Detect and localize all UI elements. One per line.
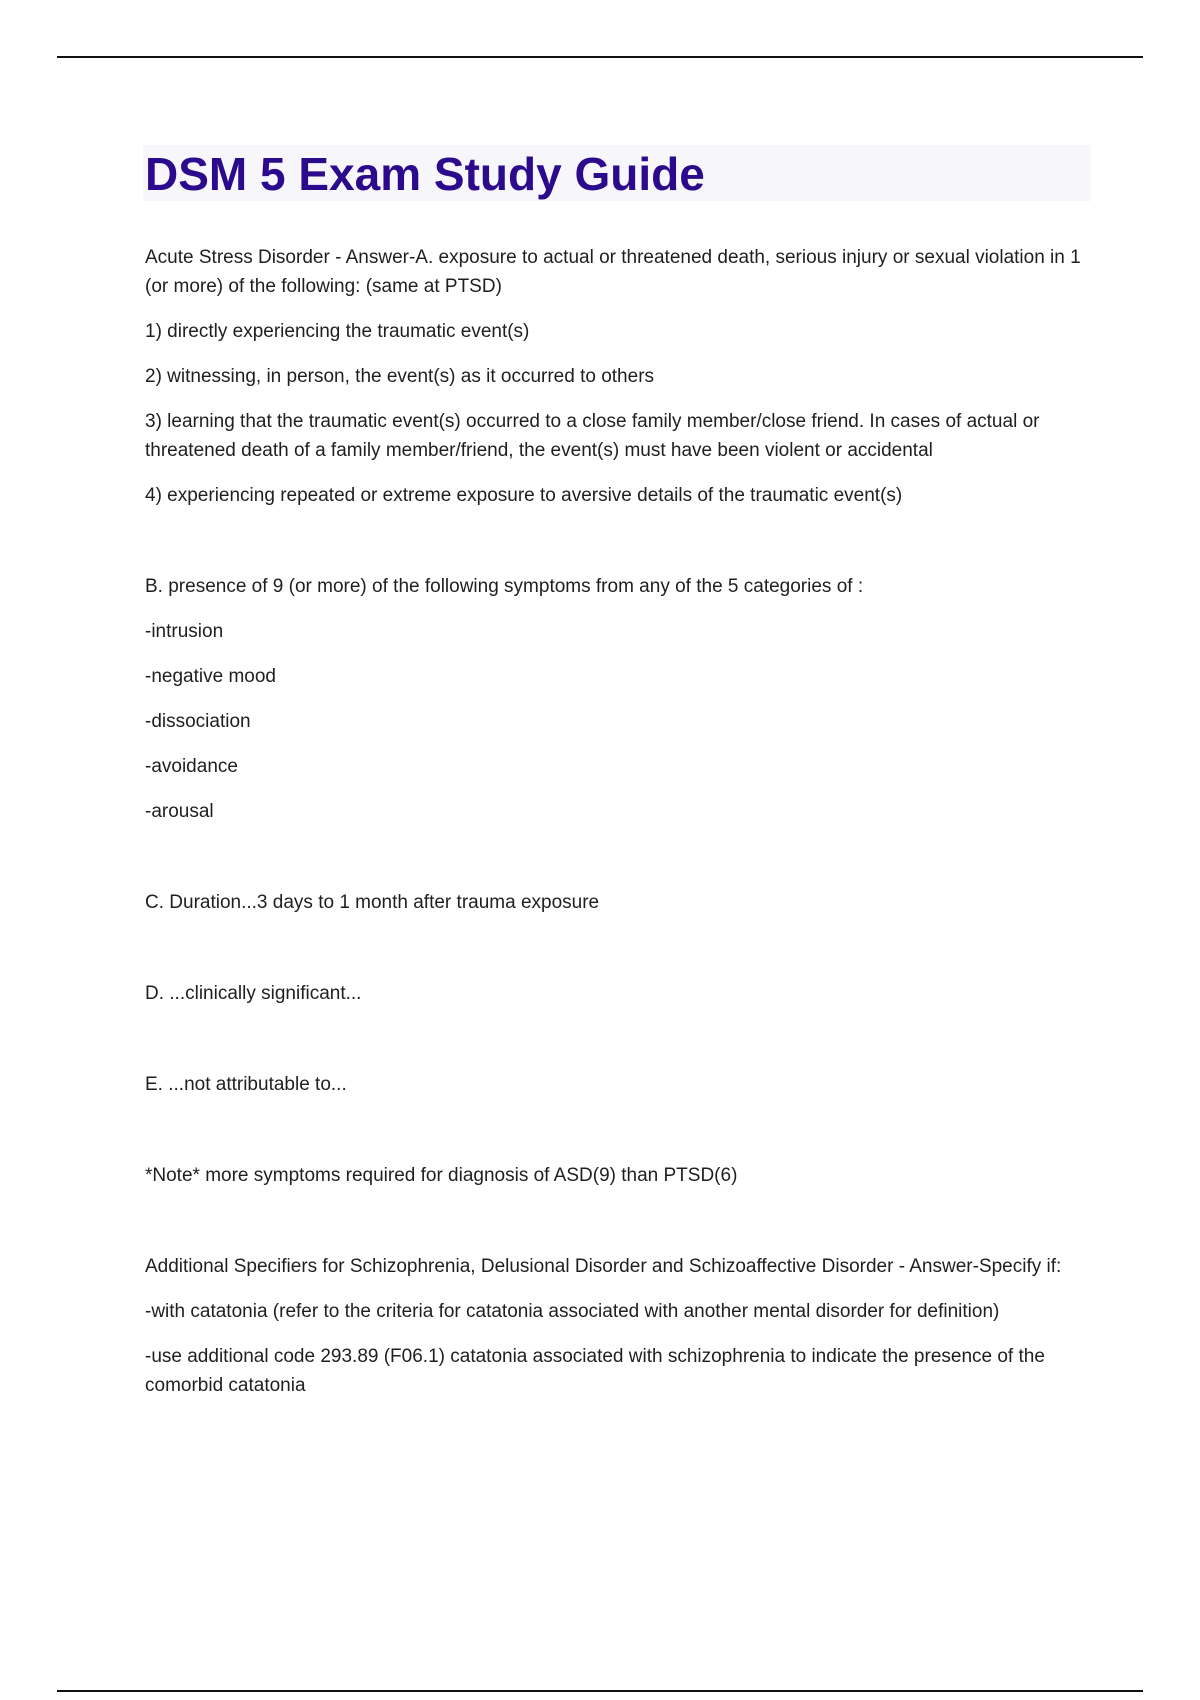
category-intrusion: -intrusion	[145, 621, 224, 642]
asd-note: *Note* more symptoms required for diagnosis of ASD(9) than PTSD(6)	[145, 1165, 738, 1186]
schizophrenia-intro: Additional Specifiers for Schizophrenia, Delusional Disorder and Schizoaffective Disorder - Answer-Specify if:	[145, 1256, 1062, 1277]
asd-criterion-d: D. ...clinically significant...	[145, 983, 362, 1004]
category-negative-mood: -negative mood	[145, 666, 276, 687]
document-body	[145, 243, 1095, 1400]
schizophrenia-item-catatonia: -with catatonia (refer to the criteria for catatonia associated with another mental disorder for definition)	[145, 1301, 1000, 1322]
asd-item-2: 2) witnessing, in person, the event(s) as it occurred to others	[145, 366, 655, 387]
asd-criterion-c: C. Duration...3 days to 1 month after trauma exposure	[145, 892, 600, 913]
asd-item-4: 4) experiencing repeated or extreme exposure to aversive details of the traumatic event(s)	[145, 485, 903, 506]
asd-item-1: 1) directly experiencing the traumatic event(s)	[145, 321, 530, 342]
asd-item-3: 3) learning that the traumatic event(s) occurred to a close family member/close friend. In cases of actual or threatened death of a family member/friend, the event(s) must have been violent or accidental	[145, 411, 1040, 461]
schizophrenia-item-code: -use additional code 293.89 (F06.1) catatonia associated with schizophrenia to indicate the presence of the comorbid catatonia	[145, 1346, 1045, 1396]
asd-criterion-e: E. ...not attributable to...	[145, 1074, 347, 1095]
category-arousal: -arousal	[145, 801, 214, 822]
bottom-divider	[57, 1690, 1143, 1692]
asd-criterion-b: B. presence of 9 (or more) of the following symptoms from any of the 5 categories of :	[145, 576, 864, 597]
top-divider	[57, 56, 1143, 58]
category-avoidance: -avoidance	[145, 756, 238, 777]
asd-intro: Acute Stress Disorder - Answer-A. exposure to actual or threatened death, serious injury or sexual violation in 1 (or more) of the following: (same at PTSD)	[145, 247, 1081, 297]
page-title: DSM 5 Exam Study Guide	[145, 148, 705, 200]
category-dissociation: -dissociation	[145, 711, 251, 732]
